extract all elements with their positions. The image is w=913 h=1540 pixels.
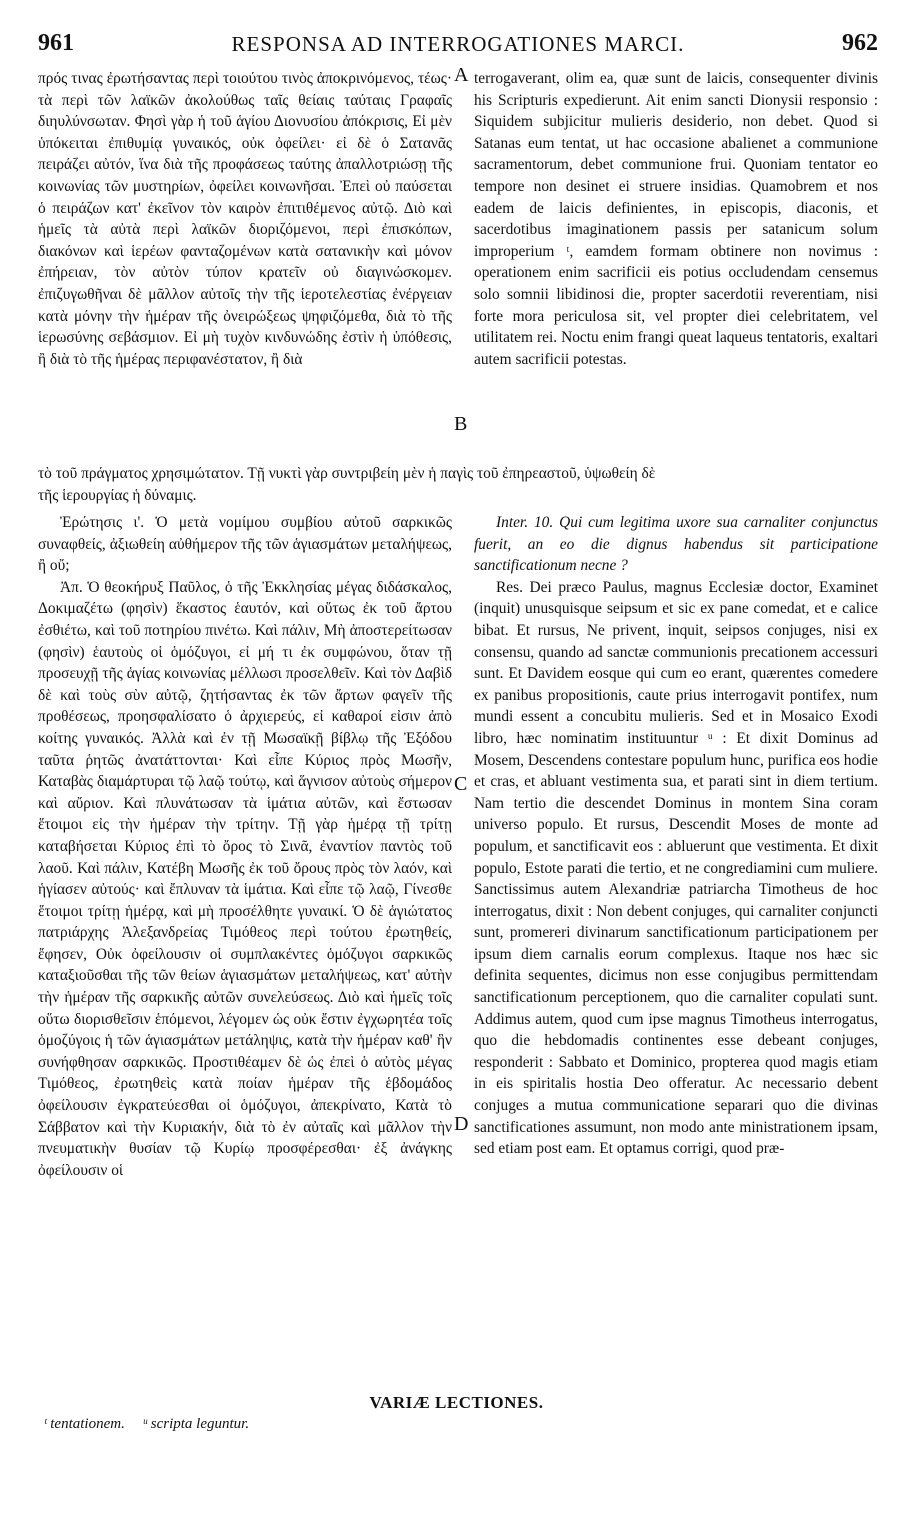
footnotes: [44, 1416, 263, 1433]
marker-b: B: [454, 413, 468, 435]
variae-lectiones-heading: VARIÆ LECTIONES.: [369, 1393, 544, 1412]
page-number-right: 962: [842, 30, 878, 56]
latin-column-bottom: [474, 512, 878, 1160]
running-header: [38, 30, 878, 58]
footnote-u: ᵘ scripta leguntur.: [142, 1416, 250, 1432]
footnote-t: ᵗ tentationem.: [44, 1416, 125, 1432]
marker-c: C: [454, 773, 468, 795]
marker-d: D: [454, 1113, 469, 1135]
latin-paragraph-1: terrogaverant, olim ea, quæ sunt de laicis, consequenter divinis his Scripturis expedierunt. Ait enim sancti Dionysii responsio : Siquidem subjicitur mulieris desiderio, non debet. Quod si Satanas eum tentat, ut hac occasione abalienet a communione sacramentorum, debet communione frui. Quoniam tentator eo tempore non desinet ei struere insidias. Quamobrem et nos eadem de laicis definientes, in episcopis, diaconis, et sacerdotibus imaginationem passis per satanicum solum improperium ᵗ, eamdem formam obtinere non novimus : operationem enim sacrificii eis potius occludendam censemus solo somnii libidinosi die, propter sacerdotii reverentiam, nisi forte mora periculosa sit, vel propter diei celebritatem, vel utilitatem rei. Noctu enim frangi queat laqueus tentatoris, exaltari autem sacrificii potestas.: [474, 70, 878, 368]
greek-full-width-line-2: τῆς ἱερουργίας ἡ δύναμις.: [38, 487, 197, 504]
greek-response: Ἀπ. Ὁ θεοκήρυξ Παῦλος, ὁ τῆς Ἐκκλησίας μέγας διδάσκαλος, Δοκιμαζέτω (φησὶν) ἕκαστος ἑαυτόν, καὶ οὕτως ἐκ τοῦ ἄρτου ἐσθιέτω, καὶ τοῦ ποτηρίου πινέτω. Καὶ πάλιν, Μὴ ἀποστερείτωσαν (φησὶν) ἑαυτοὺς οἱ ὁμόζυγοι, εἰ μή τι ἐκ συμφώνου, ὅταν τῇ προσευχῇ τῆς ἁγίας κοινωνίας μέλλωσι προσελθεῖν. Καὶ τὸν Δαβὶδ δὲ καὶ τοὺς σὺν αὐτῷ, ζητήσαντας ἐκ τῶν ἄρτων φαγεῖν τῆς προθέσεως, προησφαλίσατο ὁ ἀρχιερεύς, εἰ καθαροί εἰσιν ἀπὸ κοίτης γυναικός. Ἀλλὰ καὶ ἐν τῇ Μωσαϊκῇ βίβλῳ τῆς Ἐξόδου ταῦτα ῥητῶς ἀνατάττονται· Καὶ εἶπε Κύριος πρὸς Μωσῆν, Καταβὰς διαμάρτυραι τῷ λαῷ τούτῳ, καὶ ἅγνισον αὐτοὺς σήμερον καὶ αὔριον. Καὶ πλυνάτωσαν τὰ ἱμάτια αὐτῶν, καὶ ἔστωσαν ἕτοιμοι εἰς τὴν ἡμέραν τὴν τρίτην. Τῇ γὰρ ἡμέρᾳ τῇ τρίτῃ καταβήσεται Κύριος ἐπὶ τὸ ὄρος τὸ Σινᾶ, ἐναντίον παντὸς τοῦ λαοῦ. Καὶ πάλιν, Κατέβη Μωσῆς ἐκ τοῦ ὄρους πρὸς τὸν λαόν, καὶ ἡγίασεν αὐτούς· καὶ ἔπλυναν τὰ ἱμάτια. Καὶ εἶπε τῷ λαῷ, Γίνεσθε ἕτοιμοι τρίτῃ ἡμέρᾳ, καὶ μὴ προσέλθητε γυναικί. Ὁ δὲ ἁγιώτατος πατριάρχης Ἀλεξανδρείας Τιμόθεος περὶ τούτου ἐρωτηθείς, ἔφησεν, Οὐκ ὀφείλουσιν οἱ συμπλακέντες ὁμόζυγοι σαρκικῶς καταξιοῦσθαι τῆς τῶν θείων ἁγιασμάτων μεταλήψεως, κατ' αὐτὴν τὴν ἡμέραν τῆς σαρκικῆς αὐτῶν συνελεύσεως. Διὸ καὶ ἡμεῖς τοῖς οὕτω διορισθεῖσιν ἑπόμενοι, λέγομεν ὡς οὐκ ἔστιν ἐγχωρητέα τοῖς ὁμοζύγοις ἡ τῶν ἁγιασμάτων μετάληψις, κατὰ τὴν ἡμέραν καθ' ἣν συνήφθησαν σαρκικῶς. Προστιθέαμεν δὲ ὡς ἐπεὶ ὁ αὐτὸς μέγας Τιμόθεος, ἐρωτηθεὶς κατὰ ποίαν ἡμέραν τῆς ἑβδομάδος ὀφείλουσιν ἐγκρατεύεσθαι οἱ ὁμόζυγοι, ἀπεκρίνατο, Κατὰ τὸ Σάββατον καὶ τὴν Κυριακήν, διὰ τὸ ἐν αὐταῖς καὶ μᾶλλον τὴν πνευματικὴν θυσίαν τῷ Κυρίῳ προσφέρεσθαι· ἐξ ἀνάγκης ὀφείλουσιν οἱ: [38, 578, 452, 1179]
greek-paragraph-1: πρός τινας ἐρωτήσαντας περὶ τοιούτου τινὸς ἀποκρινόμενος, τέως· τὰ περὶ τῶν λαϊκῶν ἀκολούθως ταῖς θείαις ταύταις Γραφαῖς διηυλύνσωταν. Φησὶ γὰρ ἡ τοῦ ἁγίου Διονυσίου ἀπόκρισις, Εἰ μὲν ὑπόκειται ἐπιθυμίᾳ γυναικός, οὐκ ὀφείλει· εἰ δὲ ὁ Σατανᾶς πειράζει αὐτόν, ἵνα διὰ τῆς προφάσεως ταύτης ἀπαλλοτριώσῃ τῆς κοινωνίας τῶν μυστηρίων, ὀφείλει κοινωνῆσαι. Ἐπεὶ οὐ παύσεται ὁ πειράζων κατ' ἐκεῖνον τὸν καιρὸν ἐπιτιθέμενος αὐτῷ. Διὸ καὶ ἡμεῖς τὰ αὐτὰ περὶ λαϊκῶν διοριζόμενοι, περὶ ἐπισκόπων, διακόνων καὶ ἱερέων φανταζομένων κατὰ σατανικὴν καὶ μόνον ἐπήρειαν, τὸν αὐτὸν τύπον κρατεῖν οὐ διαγινώσκομεν. ἐπιζυγωθῆναι δὲ μᾶλλον αὐτοῖς τὴν τῆς ἱεροτελεστίας ἐνέργειαν κατὰ μόνην τὴν ἡμέραν τῆς ὀνειρώξεως ψηφιζόμεθα, διὰ τὸ τῆς ἱερωσύνης σεβάσμιον. Εἰ μὴ τυχὸν κινδυνώδης ἐστὶν ἡ ὑπόθεσις, ἢ διὰ τὸ τῆς ἡμέρας περιφανέστατον, ἢ διὰ: [38, 70, 452, 368]
greek-column-top: [38, 68, 452, 370]
greek-question-10: Ἐρώτησις ι'. Ὁ μετὰ νομίμου συμβίου αὐτοῦ σαρκικῶς συναφθείς, ἀξιωθείη αὐθήμερον τῆς τῶν ἁγιασμάτων μεταλήψεως, ἢ οὔ;: [38, 514, 452, 575]
marker-a: A: [454, 64, 469, 86]
greek-full-width-line-1: τὸ τοῦ πράγματος χρησιμώτατον. Τῇ νυκτὶ γὰρ συντριβείη μὲν ἡ παγὶς τοῦ ἐπηρεαστοῦ, ὑψωθείη δὲ: [38, 465, 656, 482]
page-number-left: 961: [38, 30, 74, 56]
greek-column-bottom: [38, 512, 452, 1181]
running-title: RESPONSA AD INTERROGATIONES MARCI.: [231, 32, 685, 56]
latin-response: Res. Dei præco Paulus, magnus Ecclesiæ doctor, Examinet (inquit) unusquisque seipsum et sic ex pane comedat, et e calice bibat. Et rursus, Ne privent, inquit, seipsos conjuges, nisi ex consensu, quando ad sanctæ communionis precationem accessuri sunt. Et Davidem eosque qui cum eo erant, quærentes comedere ex panibus propositionis, caute prius interrogavit pontifex, num mundi essent a concubitu mulieris. Sed et in Mosaico Exodi libro, hæc nominatim instituuntur ᵘ : Et dixit Dominus ad Mosem, Descendens contestare populum hunc, purifica eos hodie et cras, et abluant vestimenta sua, et parati sint in diem tertium. Nam tertio die descendet Dominus in montem Sina coram universo populo. Et rursus, Descendit Moses de monte ad populum, et sanctificavit eos : abluerunt que vestimenta. Et dixit populo, Estote parati die tertio, et ne congrediamini cum muliere. Sanctissimus autem Alexandriæ patriarcha Timotheus de hoc interrogatus, dixit : Non debent conjuges, qui carnaliter conjuncti sunt, promereri divinarum sanctificationum participationem per ipsum diem carnalis eorum complexus. Itaque nos hæc sic definita sequentes, dicimus non esse conjugibus permittendam sanctificationum perceptionem, quo die carnaliter copulati sunt. Addimus autem, quod cum ipse magnus Timotheus interrogatus, quo die hebdomadis continentes esse debeant conjuges, responderit : Sabbato et Dominico, propterea quod magis etiam in eis spiritalis hostia Deo offeratur. Ac necessario debent conjuges a mutua communicatione separari quo die divinas sanctificationes assumunt, non modo ante ministrationem ipsam, sed etiam post eam. Et optamus corrigi, quod præ-: [474, 578, 878, 1158]
latin-question-10: Inter. 10. Qui cum legitima uxore sua carnaliter conjunctus fuerit, an eo die dignus habendus sit participatione sanctificationum necne ?: [474, 514, 878, 575]
latin-column-top: [474, 68, 878, 370]
